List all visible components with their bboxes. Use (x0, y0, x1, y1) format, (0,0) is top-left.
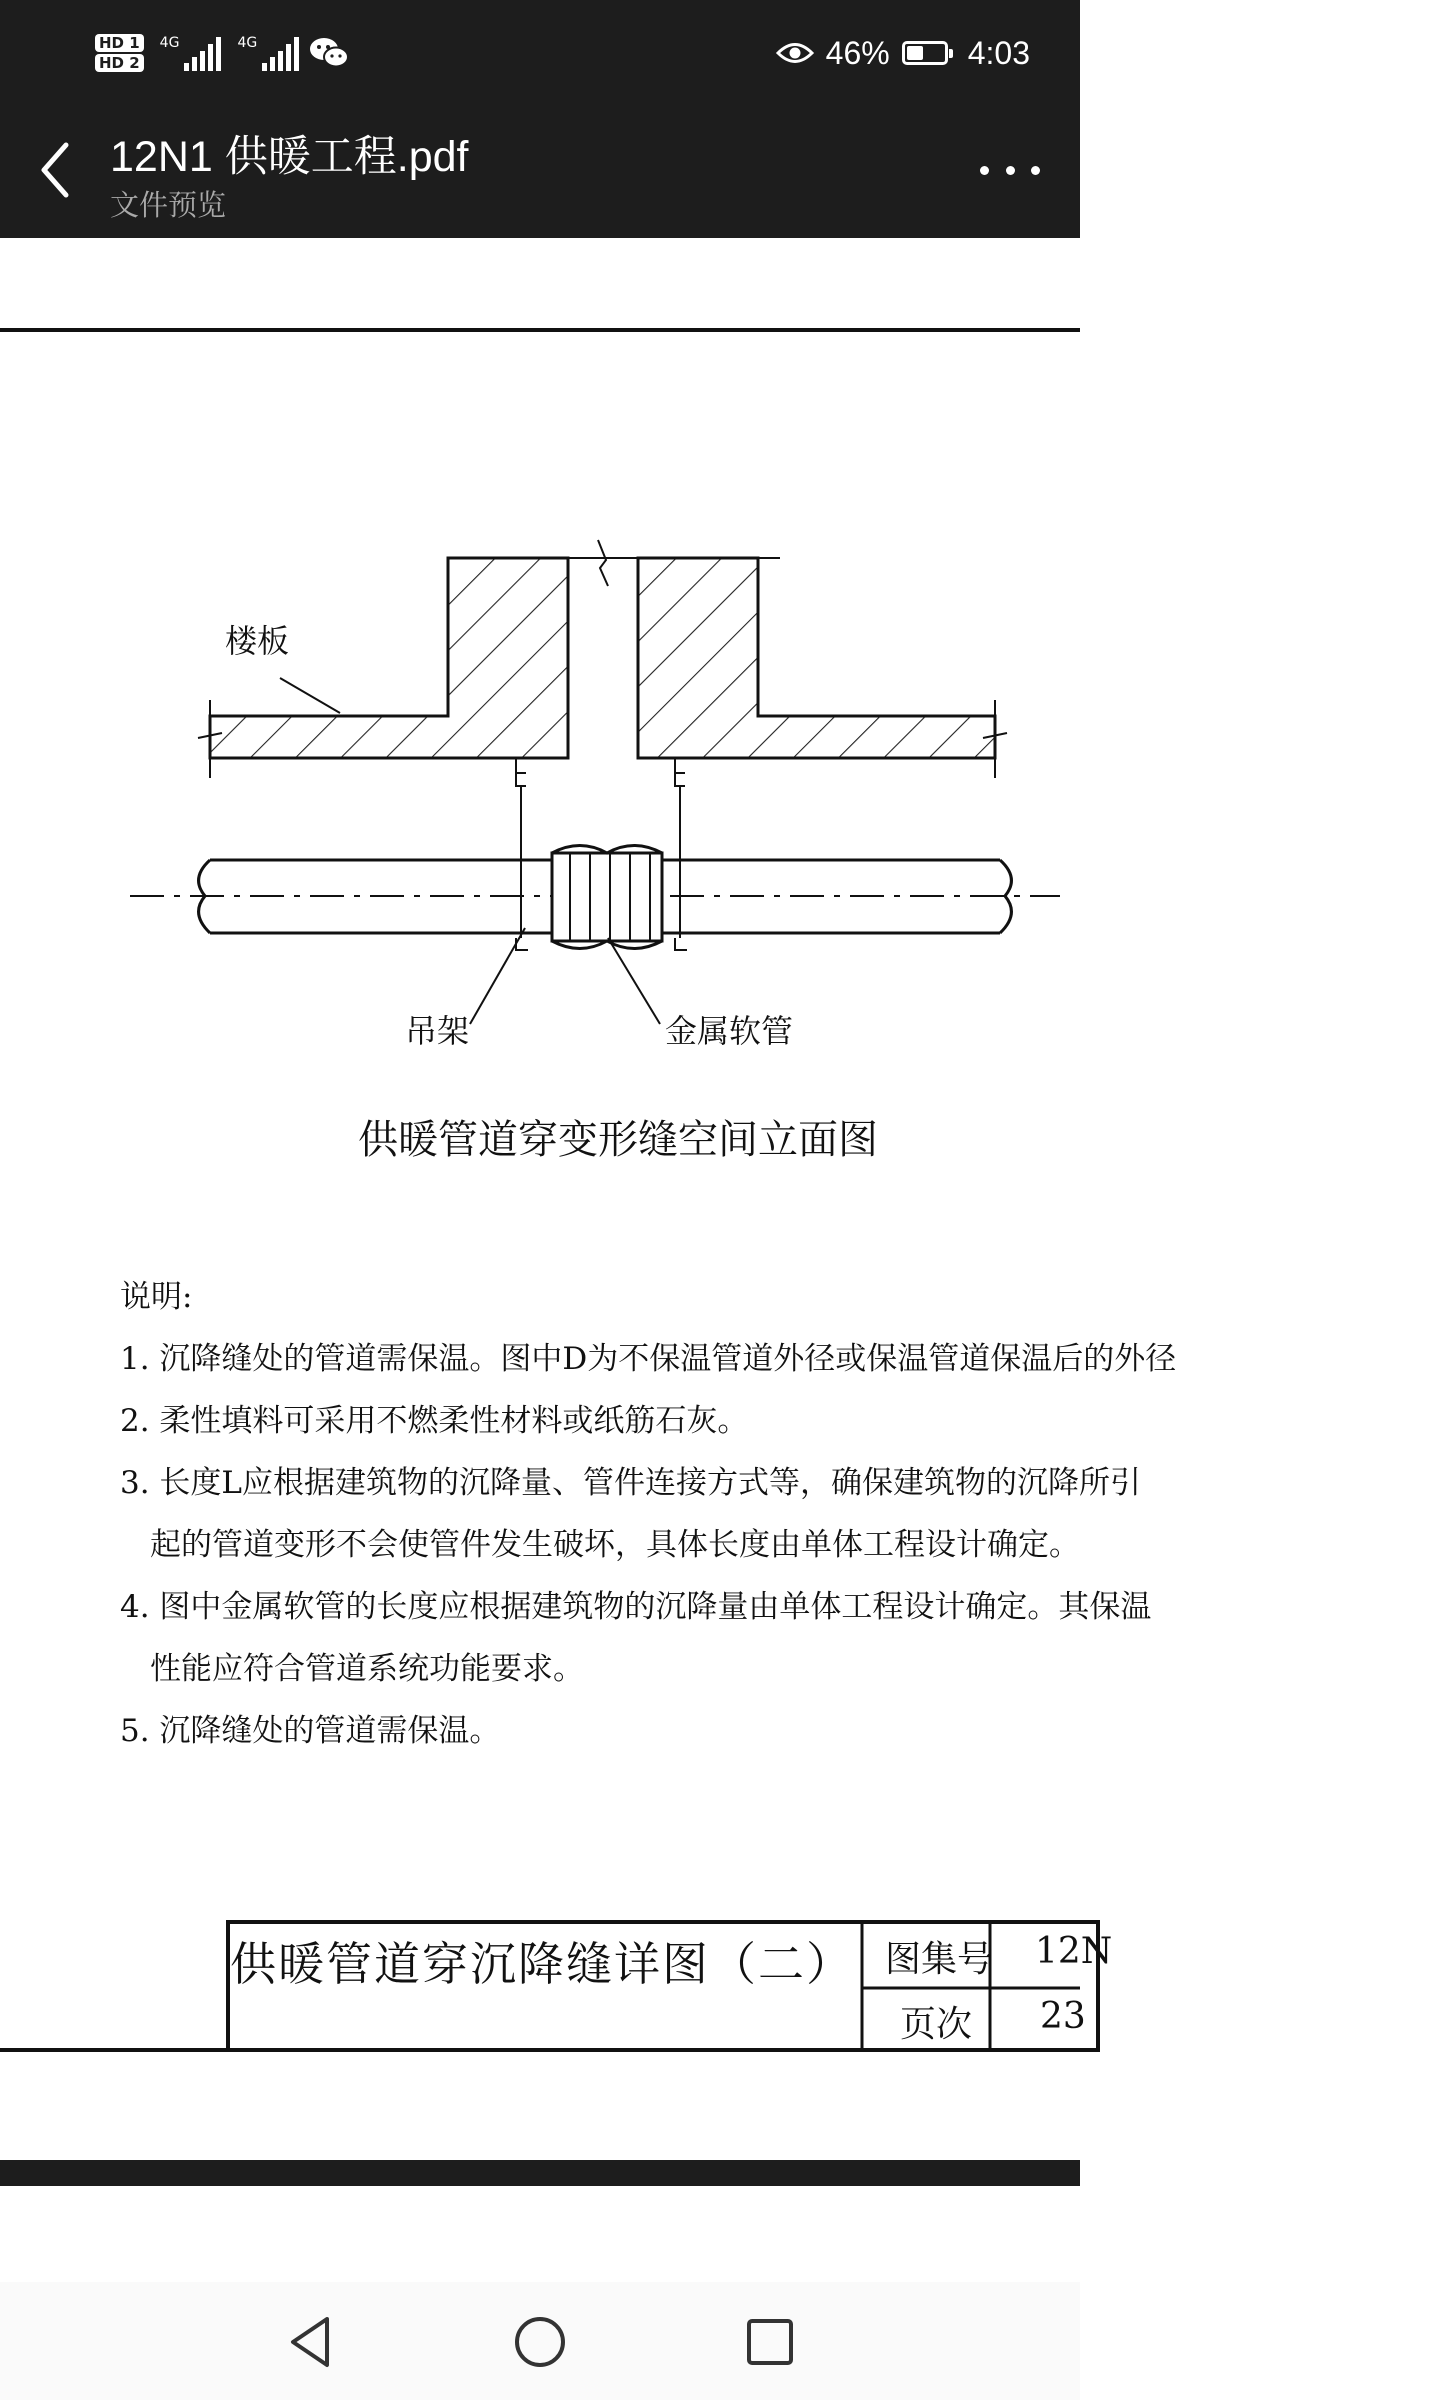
floor-slab-right (638, 558, 995, 758)
hd2-badge: HD 2 (95, 54, 144, 72)
pdf-page[interactable] (0, 238, 1177, 2160)
file-title: 12N1 供暖工程.pdf (110, 133, 469, 181)
page-separator-bar (0, 2160, 1080, 2186)
title-block-drawing-title: 供暖管道穿沉降缝详图（二） (230, 1937, 854, 1991)
signal-2-icon (237, 35, 299, 71)
notes-section (120, 1266, 1176, 1762)
nav-back-icon[interactable] (275, 2307, 345, 2377)
note-line-3: 3. 长度L应根据建筑物的沉降量、管件连接方式等，确保建筑物的沉降所引 (120, 1465, 1142, 1501)
label-hanger: 吊架 (405, 1012, 470, 1050)
hd-indicators (95, 34, 144, 72)
page-value: 23 (1040, 1996, 1086, 2037)
network-type-1: 4G (159, 35, 180, 51)
page-label: 页次 (900, 2004, 973, 2045)
more-options-icon[interactable] (980, 150, 1040, 190)
hd1-badge: HD 1 (95, 34, 144, 52)
atlas-no-label: 图集号 (885, 1939, 994, 1980)
signal-1-icon (160, 35, 222, 71)
status-bar-left (95, 28, 349, 78)
drawing-caption: 供暖管道穿变形缝空间立面图 (358, 1117, 878, 1163)
nav-recents-icon[interactable] (735, 2307, 805, 2377)
note-line-5: 5. 沉降缝处的管道需保温。 (120, 1713, 501, 1749)
battery-percent: 46% (825, 34, 890, 71)
note-line-2: 2. 柔性填料可采用不燃柔性材料或纸筋石灰。 (120, 1403, 749, 1439)
note-line-3-cont: 起的管道变形不会使管件发生破坏，具体长度由单体工程设计确定。 (150, 1527, 1080, 1563)
network-type-2: 4G (237, 35, 258, 51)
label-floor-slab: 楼板 (225, 622, 290, 660)
atlas-no-value: 12N (1035, 1931, 1113, 1972)
label-metal-hose: 金属软管 (665, 1012, 794, 1050)
metal-hose (552, 846, 662, 949)
top-bar (0, 0, 1080, 238)
nav-home-icon[interactable] (505, 2307, 575, 2377)
system-nav-bar (0, 2282, 1080, 2400)
pipe-hanger-right (675, 758, 687, 950)
back-arrow-icon[interactable] (30, 135, 80, 205)
notes-heading: 说明: (120, 1279, 193, 1315)
clock: 4:03 (967, 34, 1030, 71)
eye-comfort-icon (776, 40, 814, 66)
battery-icon (902, 41, 948, 65)
pipe-hanger-left (516, 758, 528, 950)
drawing-canvas (0, 238, 1080, 2160)
wechat-icon (309, 36, 349, 70)
file-preview-subtitle: 文件预览 (110, 188, 227, 222)
note-line-1: 1. 沉降缝处的管道需保温。图中D为不保温管道外径或保温管道保温后的外径 (120, 1341, 1177, 1377)
status-bar-right (776, 28, 1030, 78)
break-mark (598, 540, 608, 586)
note-line-4: 4. 图中金属软管的长度应根据建筑物的沉降量由单体工程设计确定。其保温 (120, 1589, 1152, 1625)
note-line-4-cont: 性能应符合管道系统功能要求。 (150, 1651, 584, 1687)
